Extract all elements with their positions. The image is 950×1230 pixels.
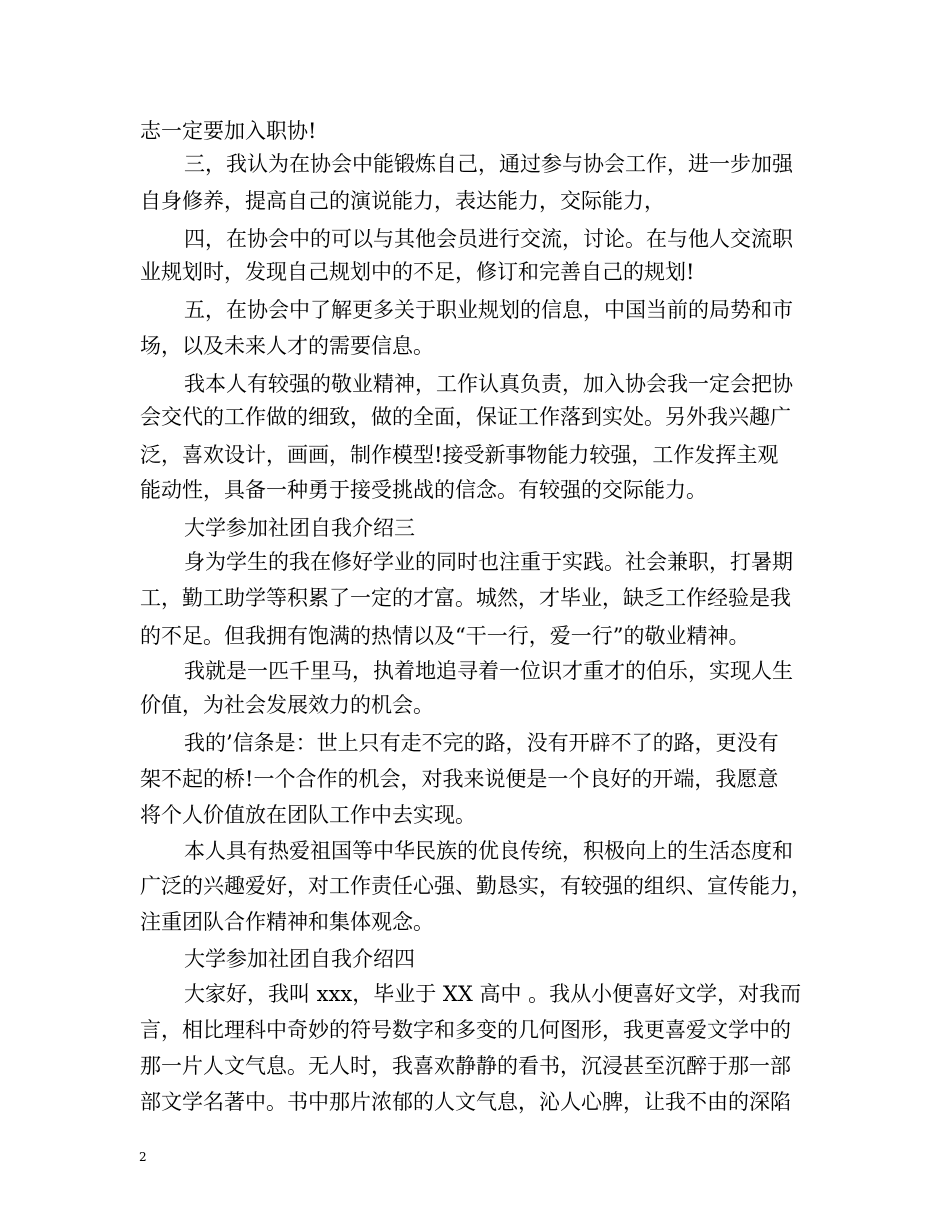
text-line: 能动性，具备一种勇于接受挑战的信念。有较强的交际能力。 (140, 478, 707, 502)
text-line: 工，勤工助学等积累了一定的才富。城然，才毕业，缺乏工作经验是我 (140, 586, 791, 610)
text-line: 自身修养，提高自己的演说能力，表达能力，交际能力， (140, 189, 665, 213)
text-line: 架不起的桥!一个合作的机会，对我来说便是一个良好的开端，我愿意 (140, 767, 779, 791)
text-line: 注重团队合作精神和集体观念。 (140, 910, 434, 934)
text-line: 价值，为社会发展效力的机会。 (140, 693, 434, 717)
section-heading: 大学参加社团自我介绍三 (184, 516, 415, 540)
text-line: 泛，喜欢设计，画画，制作模型!接受新事物能力较强，工作发挥主观 (140, 443, 779, 467)
text-line: 大家好，我叫 xxx，毕业于 XX 高中 。我从小便喜好文学，对我而 (184, 982, 802, 1006)
text-line: 广泛的兴趣爱好，对工作责任心强、勤恳实，有较强的组织、宣传能力， (140, 874, 812, 898)
text-line: 三，我认为在协会中能锻炼自己，通过参与协会工作，进一步加强 (184, 152, 793, 176)
text-line: 志一定要加入职协! (140, 119, 317, 143)
text-line: 的不足。但我拥有饱满的热情以及“干一行，爱一行”的敬业精神。 (140, 624, 750, 648)
text-line: 会交代的工作做的细致，做的全面，保证工作落到实处。另外我兴趣广 (140, 405, 791, 429)
text-line: 我本人有较强的敬业精神，工作认真负责，加入协会我一定会把协 (184, 372, 793, 396)
text-line: 场，以及未来人才的需要信息。 (140, 334, 434, 358)
text-line: 身为学生的我在修好学业的同时也注重于实践。社会兼职，打暑期 (184, 550, 793, 574)
text-line: 四，在协会中的可以与其他会员进行交流，讨论。在与他人交流职 (184, 227, 793, 251)
text-line: 部文学名著中。书中那片浓郁的人文气息，沁人心脾，让我不由的深陷 (140, 1090, 791, 1114)
section-heading: 大学参加社团自我介绍四 (184, 947, 415, 971)
text-line: 本人具有热爱祖国等中华民族的优良传统，积极向上的生活态度和 (184, 839, 793, 863)
text-line: 言，相比理科中奇妙的符号数字和多变的几何图形，我更喜爱文学中的 (140, 1018, 791, 1042)
page-number: 2 (139, 1150, 147, 1164)
text-line: 那一片人文气息。无人时，我喜欢静静的看书，沉浸甚至沉醉于那一部 (140, 1054, 791, 1078)
text-line: 我就是一匹千里马，执着地追寻着一位识才重才的伯乐，实现人生 (184, 659, 793, 683)
text-line: 五，在协会中了解更多关于职业规划的信息，中国当前的局势和市 (184, 298, 793, 322)
text-line: 将个人价值放在团队工作中去实现。 (140, 803, 476, 827)
text-line: 我的’信条是：世上只有走不完的路，没有开辟不了的路，更没有 (184, 731, 779, 755)
text-line: 业规划时，发现自己规划中的不足，修订和完善自己的规划! (140, 260, 695, 284)
